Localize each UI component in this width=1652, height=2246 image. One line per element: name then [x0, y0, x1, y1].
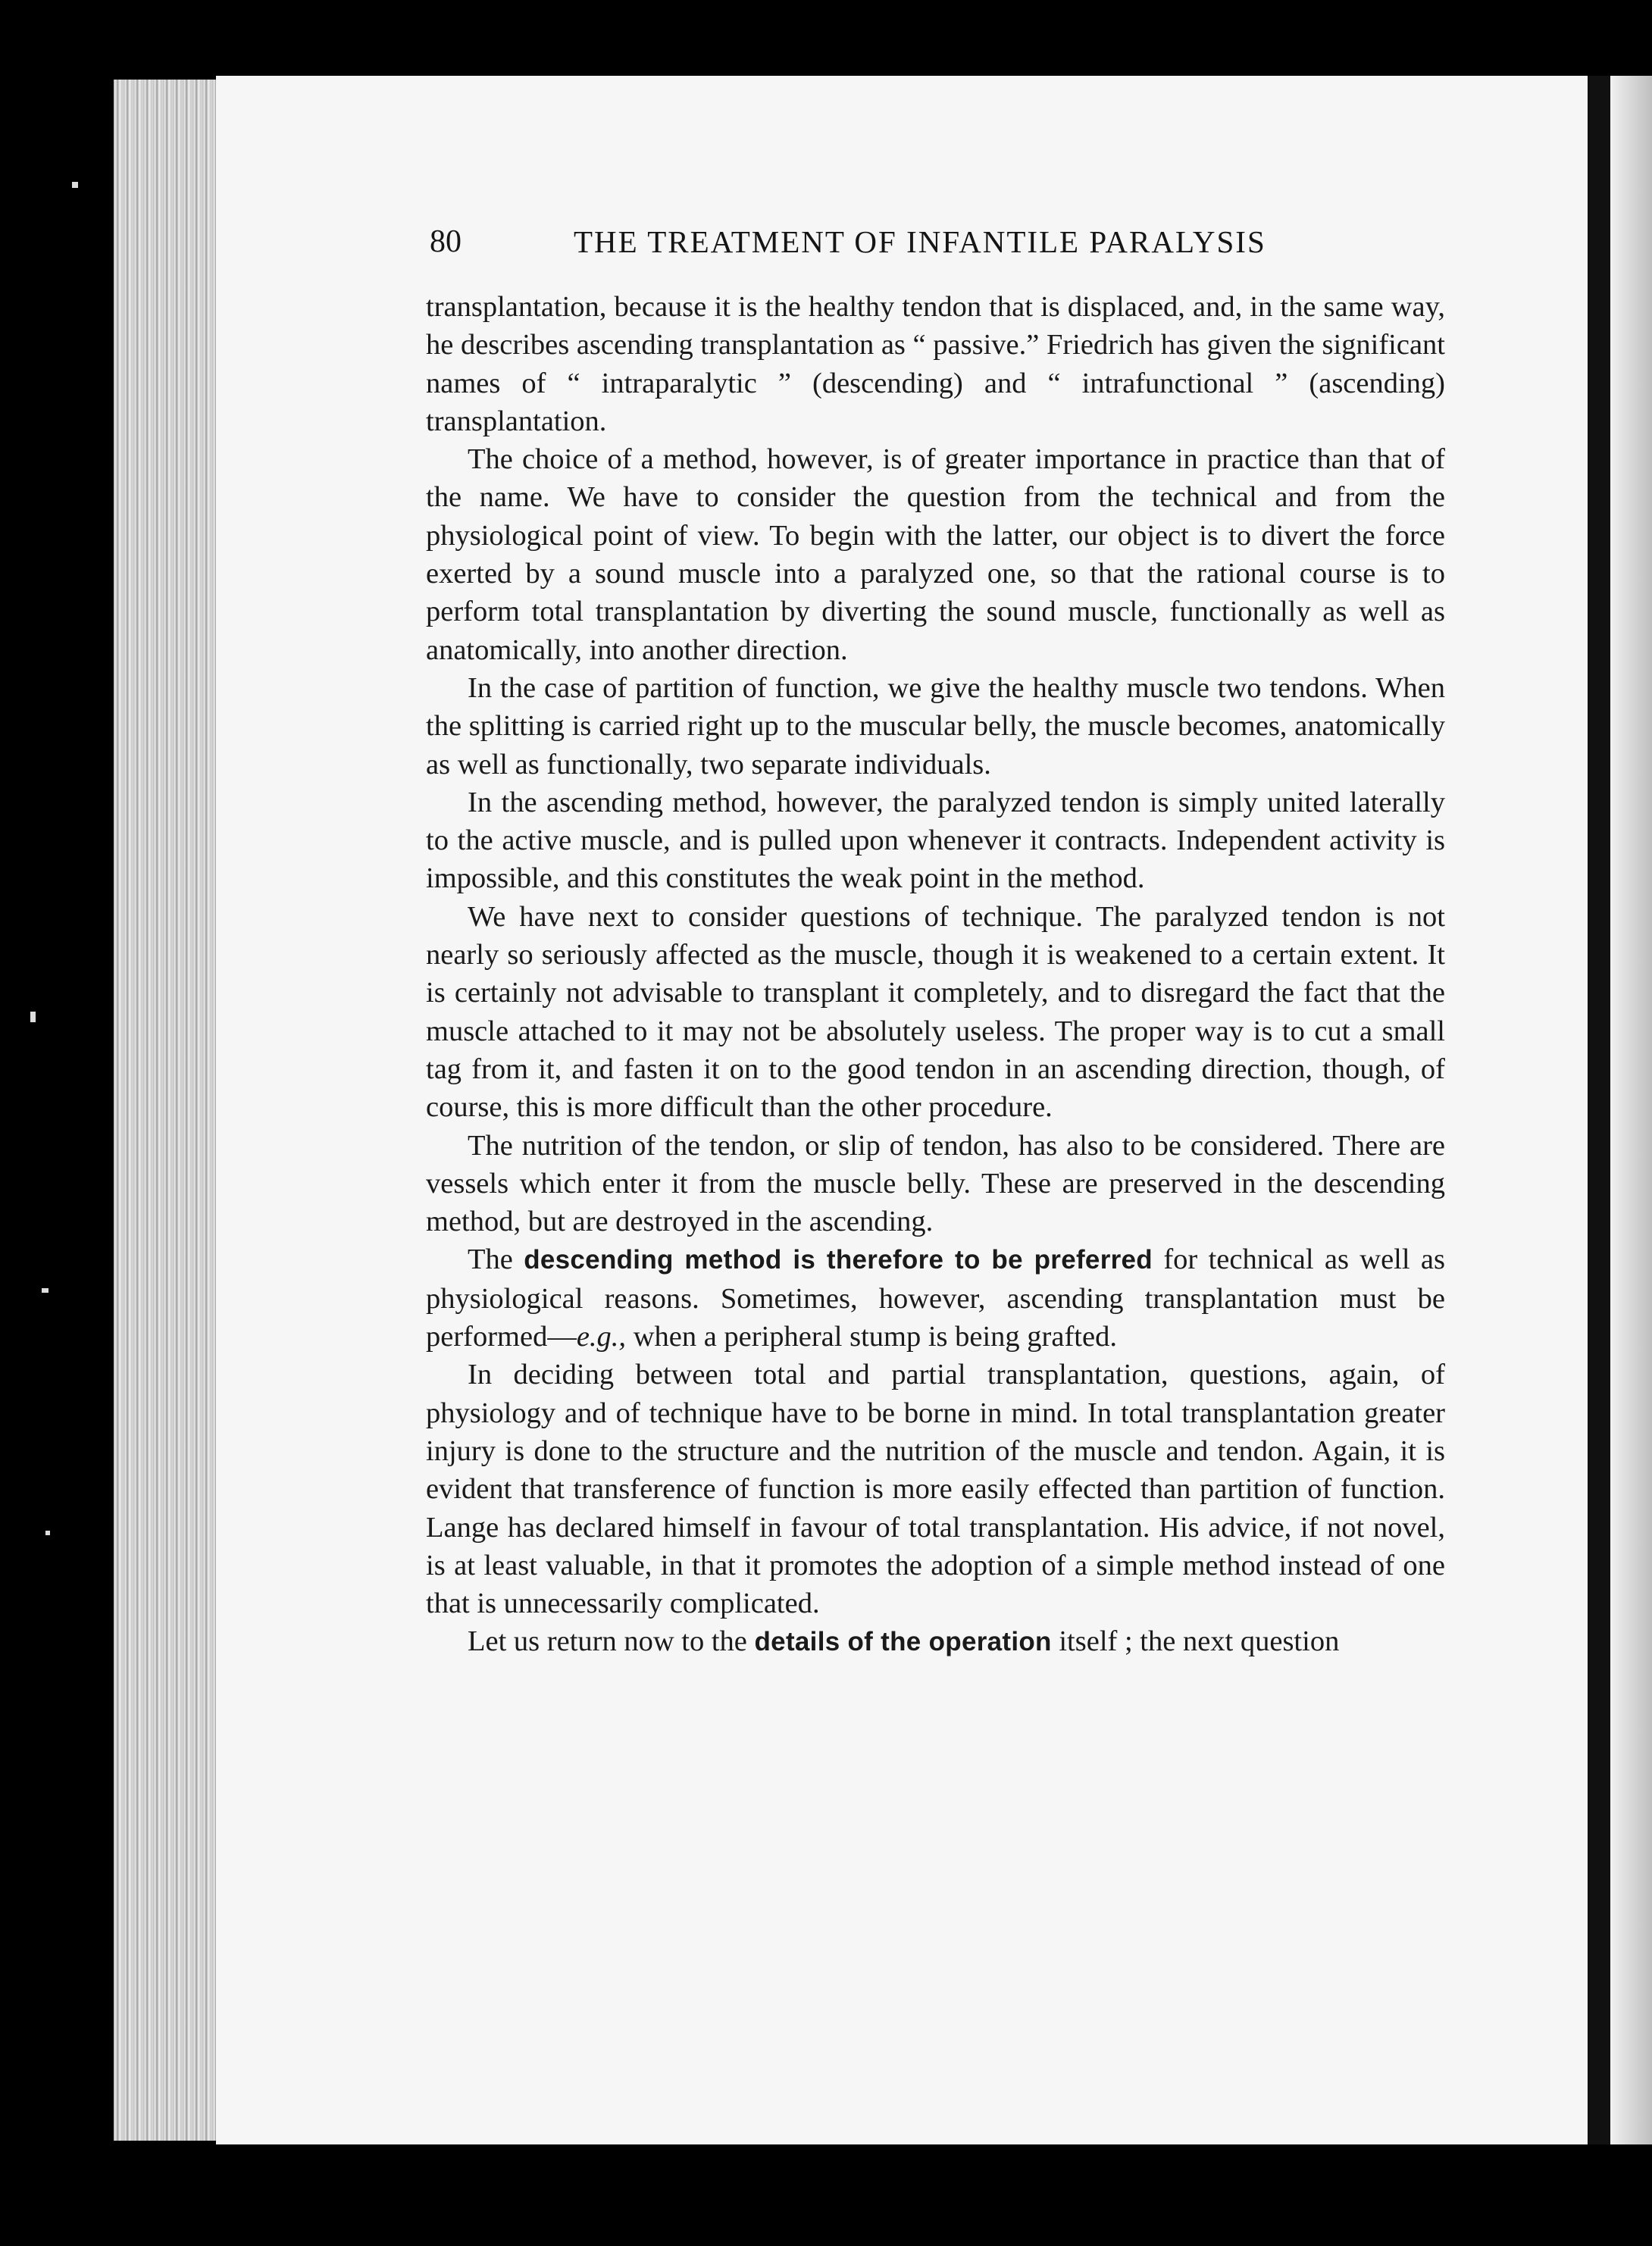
adjacent-page-edge: [1610, 76, 1652, 2144]
paragraph: The nutrition of the tendon, or slip of tendon, has also to be considered. There are vessels which enter it from the muscle belly. These are preserved in the descending method, but are destroyed in the ascending.: [426, 1129, 1445, 1238]
text-run: Let us return now to the: [468, 1625, 755, 1658]
scan-speck: [72, 182, 78, 188]
text-run: when a peripheral stump is being grafted.: [626, 1321, 1117, 1353]
paragraph: We have next to consider questions of technique. The paralyzed tendon is not nearly so seriously affected as the muscle, though it is weakened to a certain extent. It is certainly not advisable to transplant it completely, and to disregard the fact that the muscle attached to it may not be absolutely useless. The proper way is to cut a small tag from it, and fasten it on to the good tendon in an ascending direction, though, of course, this is more difficult than the other procedure.: [426, 900, 1445, 1124]
text-run: itself ; the next question: [1051, 1625, 1340, 1658]
paragraph: In deciding between total and partial transplantation, questions, again, of physiology and of technique have to be borne in mind. In total transplantation greater injury is done to the structure and the nutrition of the muscle and tendon. Again, it is evident that transference of function is more easily effected than partition of function. Lange has declared himself in favour of total transplantation. His advice, if not novel, is at least valuable, in that it promotes the adoption of a simple method instead of one that is unnecessarily complicated.: [426, 1359, 1445, 1620]
text-run: for technical as well as physiological reasons. Sometimes, however, ascending transplantation must be performed—: [426, 1243, 1445, 1353]
scan-speck: [45, 1531, 50, 1535]
text-run: The: [468, 1243, 524, 1276]
page-header: [430, 216, 1445, 269]
paragraph: In the case of partition of function, we give the healthy muscle two tendons. When the splitting is carried right up to the muscular belly, the muscle becomes, anatomically as well as functionally, two separate individuals.: [426, 671, 1445, 780]
paragraph: In the ascending method, however, the paralyzed tendon is simply united laterally to the active muscle, and is pulled upon whenever it contracts. Independent activity is impossible, and this constitutes the weak point in the method.: [426, 786, 1445, 895]
bold-emphasis: descending method is therefore to be preferred: [524, 1245, 1153, 1275]
paragraph: [426, 1622, 1445, 1661]
scan-speck: [42, 1288, 48, 1293]
book-spine-shadow: [1588, 76, 1610, 2144]
italic-emphasis: e.g.,: [576, 1321, 627, 1353]
paragraph: transplantation, because it is the healthy tendon that is displaced, and, in the same way, he describes ascending transplantation as “ passive.” Friedrich has given the significant names of “ intraparalytic ” (descending) and “ intrafunctional ” (ascending) transplantation.: [426, 291, 1445, 437]
book-page-edges: [114, 80, 216, 2141]
page-number: 80: [430, 224, 461, 259]
running-title: THE TREATMENT OF INFANTILE PARALYSIS: [574, 224, 1266, 259]
paragraph: [426, 1240, 1445, 1356]
paragraph: The choice of a method, however, is of greater importance in practice than that of the name. We have to consider the question from the technical and from the physiological point of view. To begin with the latter, our object is to divert the force exerted by a sound muscle into a paralyzed one, so that the rational course is to perform total transplantation by diverting the sound muscle, functionally as well as anatomically, into another direction.: [426, 443, 1445, 666]
bold-emphasis: details of the operation: [754, 1627, 1052, 1657]
body-text: [426, 288, 1445, 1662]
scan-speck: [30, 1012, 36, 1022]
